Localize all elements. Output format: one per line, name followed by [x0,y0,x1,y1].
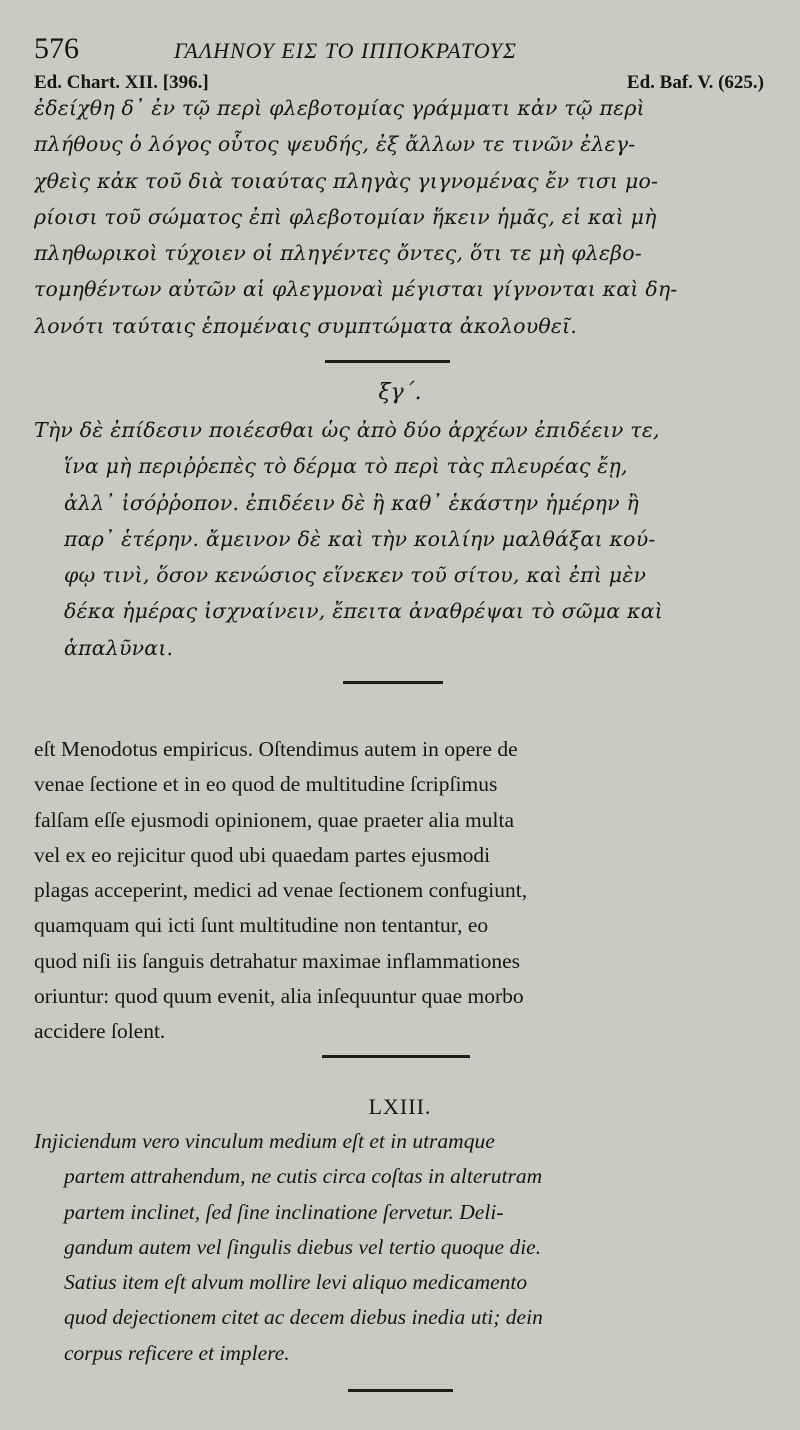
greek-commentary-line: πλήθους ὁ λόγος οὗτος ψευδής, ἐξ ἄλλων τε τινῶν ἐλεγ- [34,132,636,157]
latin-aphorism-line: quod dejectionem citet ac decem diebus inedia uti; dein [64,1305,543,1330]
running-title: ΓΑΛΗΝΟΥ ΕΙΣ ΤΟ ΙΠΠΟΚΡΑΤΟΥΣ [174,38,518,63]
greek-aphorism-line: ἵνα μὴ περιῤῥεπὲς τὸ δέρμα τὸ περὶ τὰς πλευρέας ἔῃ, [64,454,628,479]
greek-section-number: ξγ΄. [378,380,422,405]
latin-aphorism-line: partem attrahendum, ne cutis circa coſtas in alterutram [64,1164,543,1189]
latin-commentary-line: venae ſectione et in eo quod de multitudine ſcripſimus [34,772,498,797]
latin-commentary-line: quod niſi iis ſanguis detrahatur maximae inflammationes [34,948,521,973]
latin-section-number: LXIII. [368,1094,432,1119]
latin-commentary [34,732,764,1050]
section-divider [343,681,443,684]
greek-commentary [34,90,764,344]
latin-aphorism [34,1124,764,1371]
latin-commentary-line: eſt Menodotus empiricus. Oſtendimus autem in opere de [34,737,518,761]
greek-aphorism-line: παρ᾽ ἑτέρην. ἄμεινον δὲ καὶ τὴν κοιλίην μαλθάξαι κού- [64,526,656,551]
greek-aphorism-line: ἀλλ᾽ ἰσόῤῥοπον. ἐπιδέειν δὲ ἢ καθ᾽ ἑκάστην ἡμέρην ἢ [64,490,639,515]
section-divider [322,1055,470,1058]
greek-aphorism [34,412,764,666]
greek-aphorism-line: ἁπαλῦναι. [64,635,174,660]
latin-commentary-line: quamquam qui icti ſunt multitudine non tentantur, eo [34,913,489,938]
latin-aphorism-line: corpus reficere et implere. [64,1340,290,1365]
greek-commentary-line: ρίοισι τοῦ σώματος ἐπὶ φλεβοτομίαν ἥκειν ἡμᾶς, εἰ καὶ μὴ [34,204,657,229]
section-divider [348,1389,453,1392]
latin-aphorism-line: partem inclinet, ſed ſine inclinatione ſervetur. Deli- [64,1199,504,1224]
greek-commentary-line: λονότι ταύταις ἑπομέναις συμπτώματα ἀκολουθεῖ. [34,313,578,338]
greek-aphorism-line: δέκα ἡμέρας ἰσχναίνειν, ἔπειτα ἀναθρέψαι τὸ σῶμα καὶ [64,599,663,624]
page-number: 576 [34,32,79,65]
greek-aphorism-line: Τὴν δὲ ἐπίδεσιν ποιέεσθαι ὡς ἀπὸ δύο ἀρχέων ἐπιδέειν τε, [34,418,660,442]
greek-commentary-line: ἐδείχθη δ᾽ ἐν τῷ περὶ φλεβοτομίας γράμματι κἀν τῷ περὶ [34,96,645,120]
latin-aphorism-line: Satius item eſt alvum mollire levi aliquo medicamento [64,1270,528,1295]
section-divider [325,360,450,363]
edition-reference-chartier: Ed. Chart. XII. [396.] [34,72,209,93]
edition-reference-basel: Ed. Baf. V. (625.) [626,72,764,93]
greek-commentary-line: πληθωρικοὶ τύχοιεν οἱ πληγέντες ὄντες, ὅτι τε μὴ φλεβο- [34,241,642,266]
latin-commentary-line: oriuntur: quod quum evenit, alia inſequuntur quae morbo [34,984,524,1009]
greek-commentary-line: χθεὶς κἀκ τοῦ διὰ τοιαύτας πληγὰς γιγνομένας ἔν τισι μο- [34,168,659,193]
latin-commentary-line: vel ex eo rejicitur quod ubi quaedam partes ejusmodi [34,842,491,867]
greek-commentary-line: τομηθέντων αὐτῶν αἱ φλεγμοναὶ μέγισται γίγνονται καὶ δη- [34,277,678,302]
latin-aphorism-line: Injiciendum vero vinculum medium eſt et in utramque [34,1129,495,1153]
latin-commentary-line: plagas acceperint, medici ad venae ſectionem confugiunt, [34,878,528,903]
greek-aphorism-line: φῳ τινὶ, ὅσον κενώσιος εἵνεκεν τοῦ σίτου, καὶ ἐπὶ μὲν [64,563,647,588]
page-header [34,30,770,70]
latin-commentary-line: falſam eſſe ejusmodi opinionem, quae praeter alia multa [34,807,514,832]
latin-aphorism-line: gandum autem vel ſingulis diebus vel tertio quoque die. [64,1234,542,1259]
latin-commentary-line: accidere ſolent. [34,1019,166,1044]
